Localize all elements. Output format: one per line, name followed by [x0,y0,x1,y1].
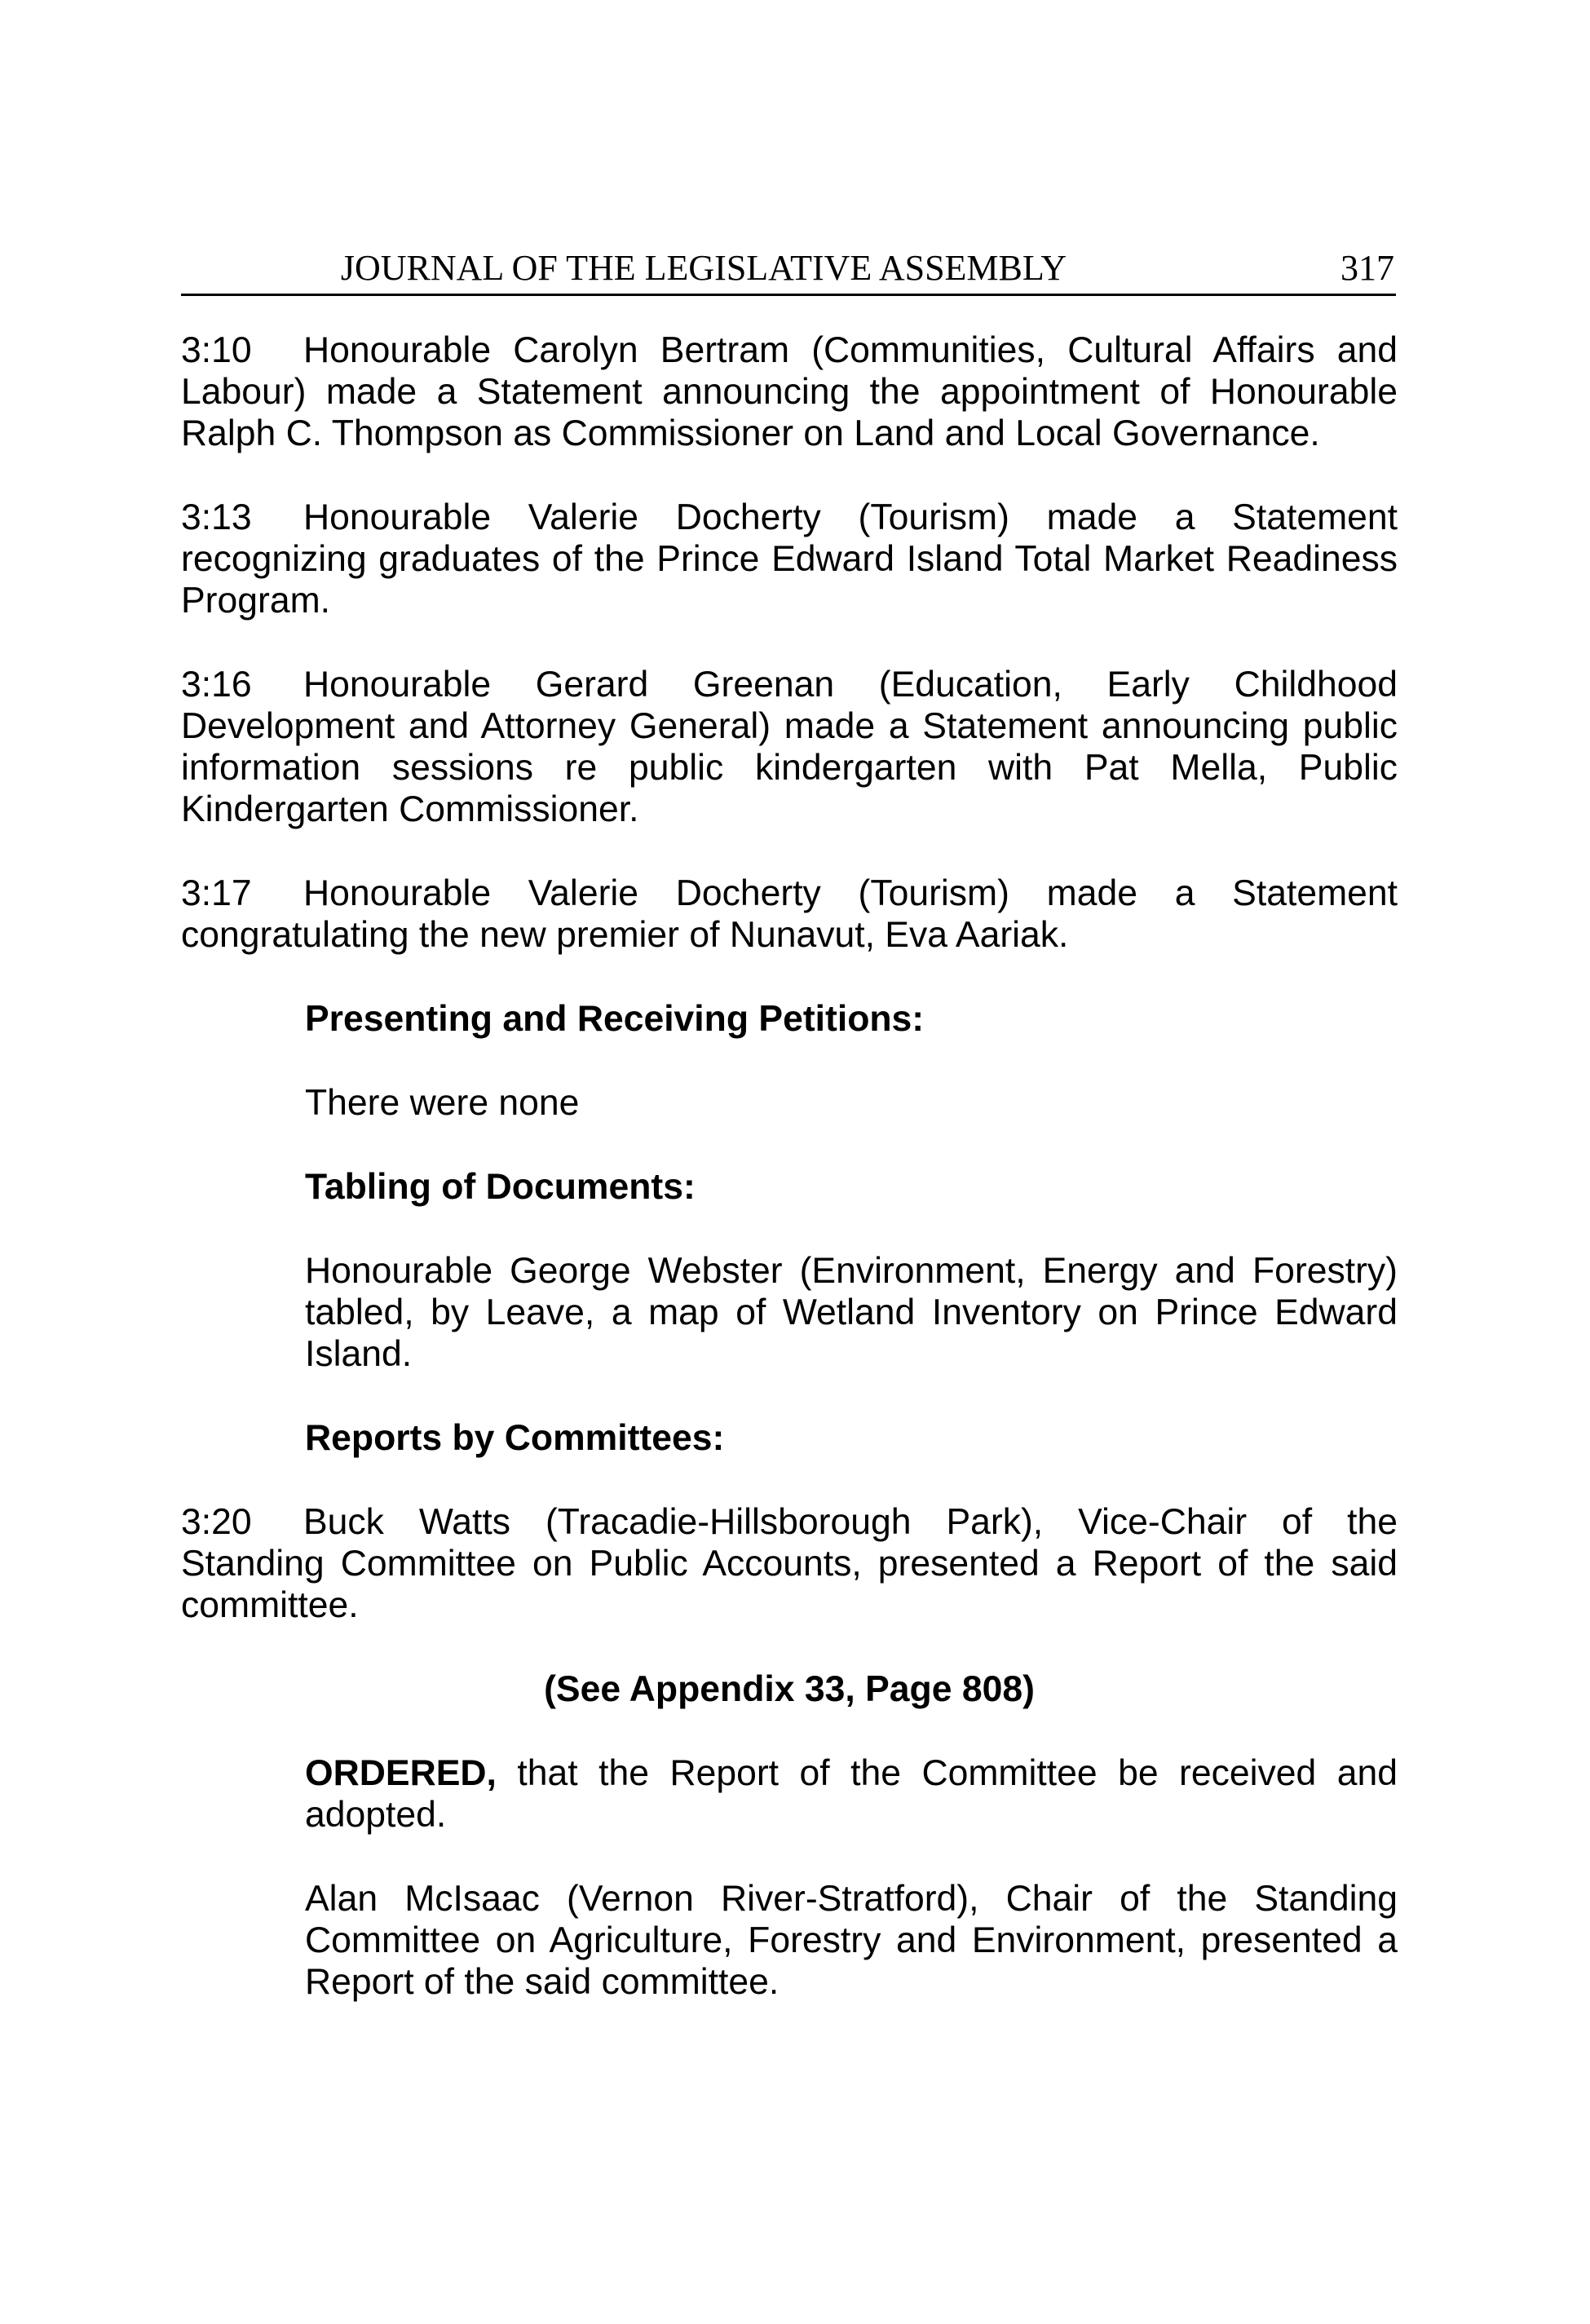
statement-entry [181,497,1398,621]
second-report-text: Alan McIsaac (Vernon River-Stratford), Chair of the Standing Committee on Agriculture, Forestry and Environment, presented a Report of the said committee. [305,1879,1398,2002]
entry-time: 3:13 [181,497,252,537]
entry-text: Honourable Valerie Docherty (Tourism) made a Statement congratulating the new premier of Nunavut, Eva Aariak. [181,873,1398,955]
petitions-heading: Presenting and Receiving Petitions: [305,999,925,1039]
petitions-text: There were none [305,1083,580,1123]
tabling-heading: Tabling of Documents: [305,1167,696,1207]
entry-text: Honourable Valerie Docherty (Tourism) made a Statement recognizing graduates of the Prince Edward Island Total Market Readiness Program. [181,497,1398,621]
statement-entry [181,664,1398,830]
statement-entry [181,329,1398,454]
journal-body [181,329,1398,2045]
ordered-motion [305,1752,1398,1836]
report-entry [181,1501,1398,1626]
entry-time: 3:10 [181,330,252,370]
appendix-reference: (See Appendix 33, Page 808) [544,1669,1035,1709]
entry-time: 3:16 [181,665,252,705]
page-number: 317 [1340,248,1394,288]
ordered-text: that the Report of the Committee be received and adopted. [305,1753,1398,1835]
ordered-label: ORDERED, [305,1753,497,1793]
running-header [181,243,1396,296]
entry-time: 3:20 [181,1502,252,1542]
entry-text: Buck Watts (Tracadie-Hillsborough Park), Vice-Chair of the Standing Committee on Public Accounts, presented a Report of the said committee. [181,1502,1398,1625]
statement-entry [181,873,1398,956]
journal-title: JOURNAL OF THE LEGISLATIVE ASSEMBLY [340,248,1067,288]
entry-text: Honourable Carolyn Bertram (Communities, Cultural Affairs and Labour) made a Statement announcing the appointment of Honourable Ralph C. Thompson as Commissioner on Land and Local Governance. [181,330,1398,453]
entry-time: 3:17 [181,873,252,913]
entry-text: Honourable Gerard Greenan (Education, Early Childhood Development and Attorney General) made a Statement announcing public information sessions re public kindergarten with Pat Mella, Public Kindergarten Commissioner. [181,665,1398,829]
tabling-text: Honourable George Webster (Environment, Energy and Forestry) tabled, by Leave, a map of Wetland Inventory on Prince Edward Island. [305,1251,1398,1374]
reports-heading: Reports by Committees: [305,1418,725,1458]
